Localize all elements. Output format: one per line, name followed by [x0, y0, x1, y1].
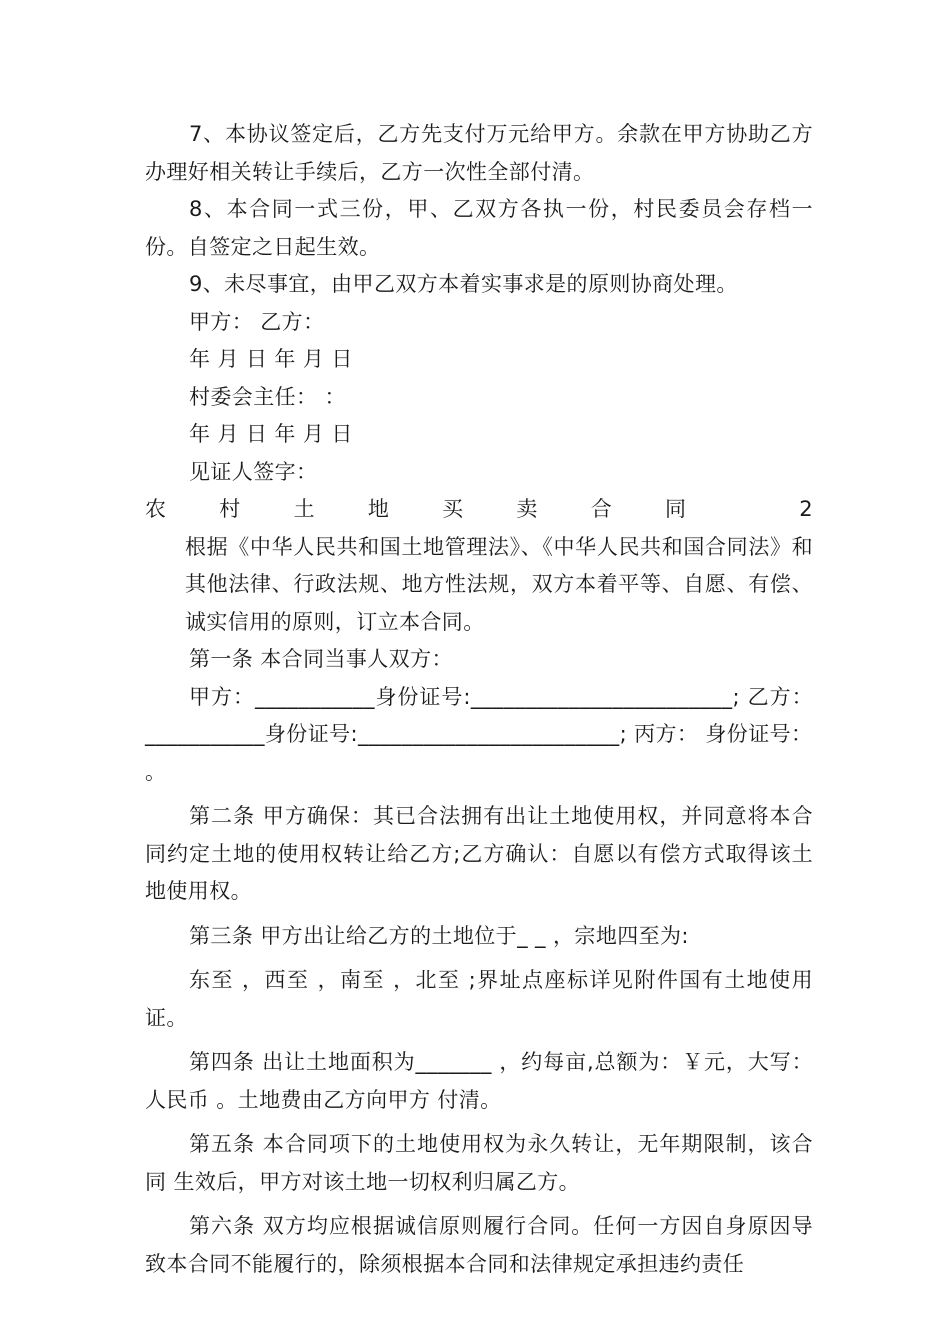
- article-1-parties: 甲方：___________身份证号:________________________; 乙方：___________身份证号:________________________; 丙方： 身份证号：: [145, 684, 813, 746]
- article-3-boundaries: 东至 ，西至 ，南至 ，北至 ;界址点座标详见附件国有土地使用证。: [145, 968, 813, 1030]
- contract-2-intro: [145, 491, 813, 641]
- signature-party-line: 甲方： 乙方：: [189, 309, 325, 334]
- witness-signature-line: 见证人签字：: [189, 459, 318, 484]
- signature-date-line: 年 月 日 年 月 日: [189, 347, 353, 371]
- article-1-heading: 第一条 本合同当事人双方：: [189, 647, 453, 671]
- article-6: 第六条 双方均应根据诚信原则履行合同。任何一方因自身原因导致本合同不能履行的，除须根据本合同和法律规定承担违约责任: [145, 1214, 813, 1276]
- article-1-end-mark: 。: [145, 759, 167, 784]
- clause-7: 7、本协议签定后，乙方先支付万元给甲方。余款在甲方协助乙方办理好相关转让手续后，乙方一次性全部付清。: [145, 122, 813, 184]
- document-body: [145, 116, 813, 1283]
- director-date-line: 年 月 日 年 月 日: [189, 422, 353, 446]
- article-3: 第三条 甲方出让给乙方的土地位于_ _ ，宗地四至为:: [189, 923, 689, 948]
- article-2: 第二条 甲方确保：其已合法拥有出让土地使用权，并同意将本合同约定土地的使用权转让给乙方;乙方确认：自愿以有偿方式取得该土地使用权。: [145, 804, 813, 903]
- article-5: 第五条 本合同项下的土地使用权为永久转让，无年期限制，该合同 生效后，甲方对该土地一切权利归属乙方。: [145, 1132, 813, 1194]
- clause-9: 9、未尽事宜，由甲乙双方本着实事求是的原则协商处理。: [189, 272, 738, 296]
- article-4: 第四条 出让土地面积为_______ ，约每亩,总额为：￥元，大写：人民币 。土地费由乙方向甲方 付清。: [145, 1050, 813, 1112]
- contract-2-preamble: 根据《中华人民共和国土地管理法》、《中华人民共和国合同法》和其他法律、行政法规、地方性法规，双方本着平等、自愿、有偿、诚实信用的原则，订立本合同。: [185, 534, 813, 634]
- contract-2-title: 农村土地买卖合同 2: [145, 497, 813, 521]
- village-director-line: 村委会主任： ：: [189, 384, 346, 409]
- clause-8: 8、本合同一式三份，甲、乙双方各执一份，村民委员会存档一份。自签定之日起生效。: [145, 197, 813, 259]
